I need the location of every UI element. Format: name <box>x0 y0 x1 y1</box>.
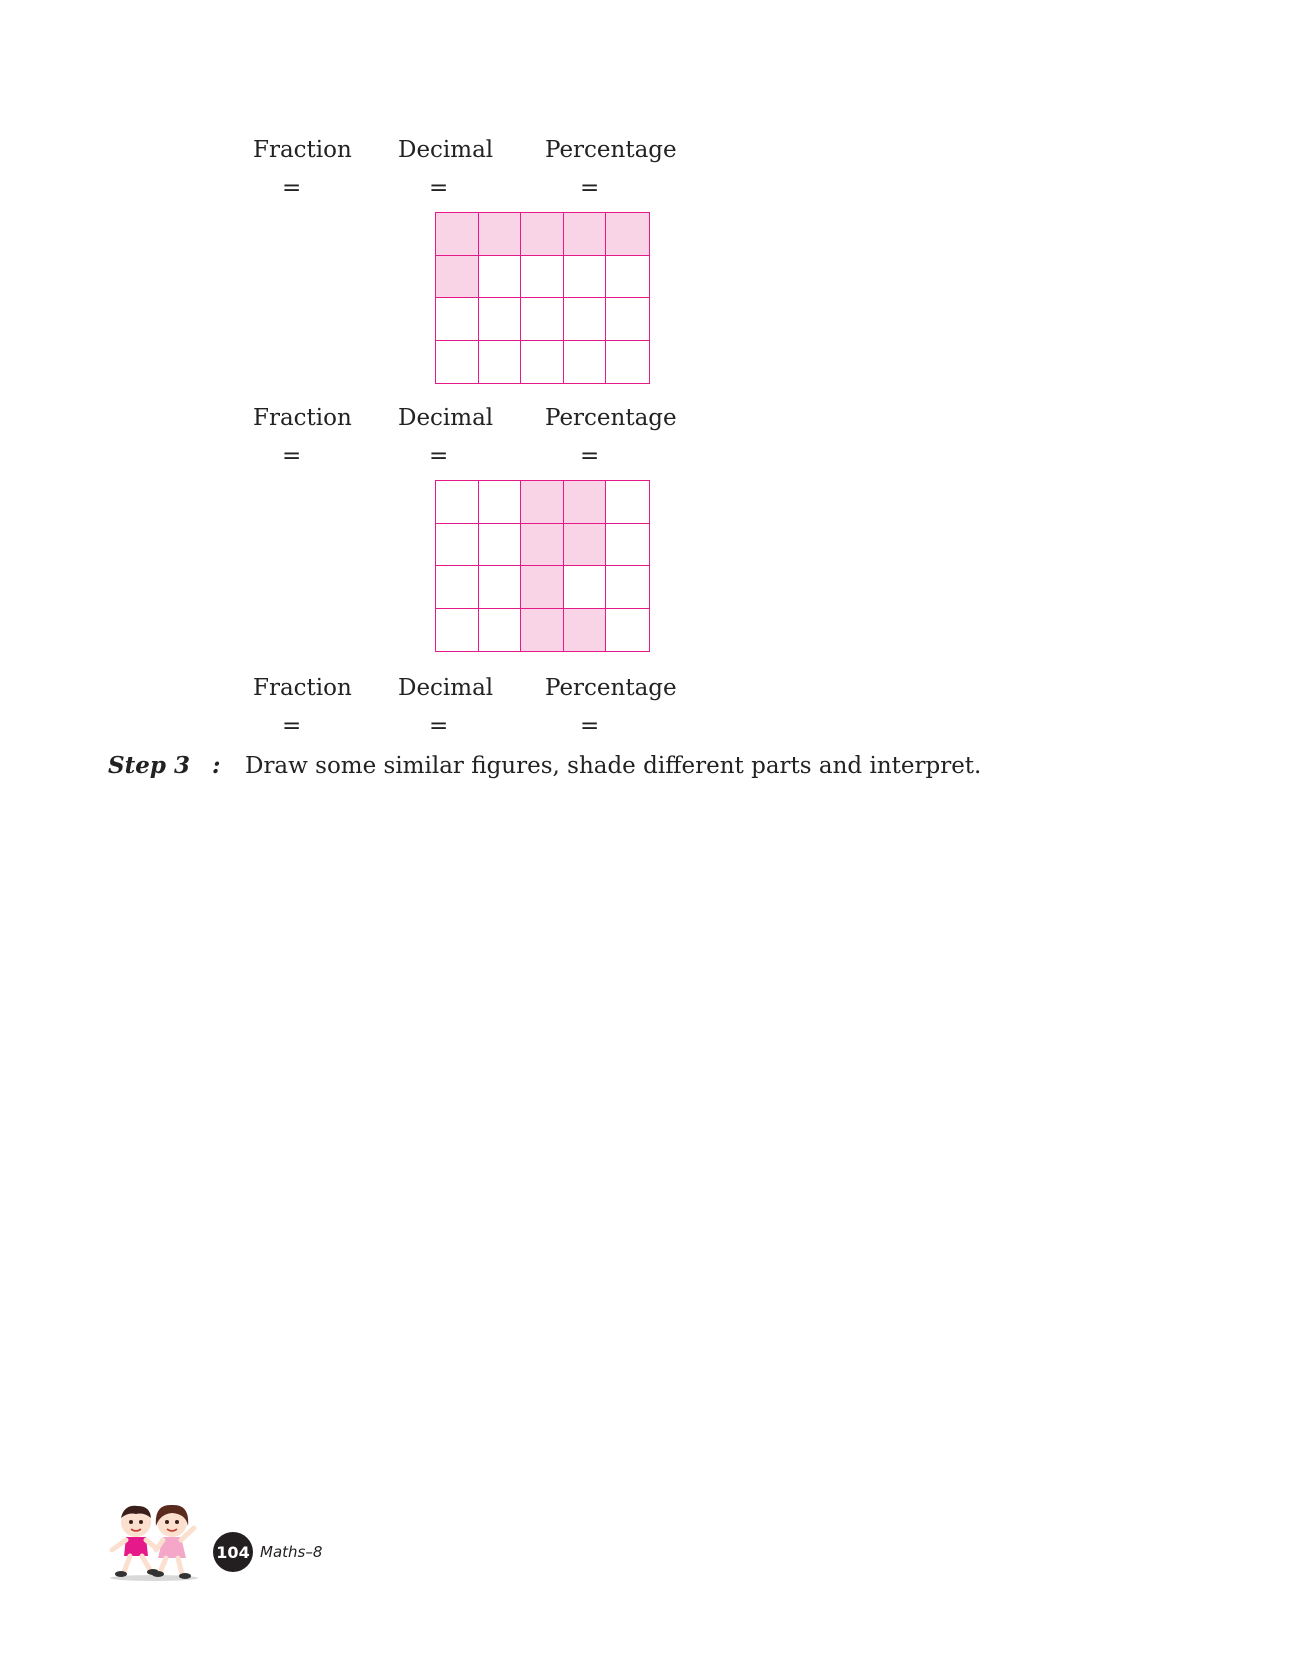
shaded-grid-2 <box>435 480 650 652</box>
grid-cell-shaded <box>521 566 564 609</box>
decimal-label: Decimal <box>398 675 494 701</box>
grid-cell <box>436 609 479 652</box>
page-number-badge <box>213 1532 253 1572</box>
page-number: 104 <box>216 1542 250 1562</box>
fraction-equals: = <box>282 443 302 469</box>
grid-cell <box>606 298 649 341</box>
grid-cell <box>606 481 649 524</box>
grid-cell-shaded <box>436 213 479 256</box>
grid-cell-shaded <box>606 213 649 256</box>
grid-cell <box>479 256 522 299</box>
step-3-instruction: Draw some similar figures, shade different parts and interpret. <box>245 753 982 779</box>
grid-cell <box>606 256 649 299</box>
decimal-equals: = <box>429 175 449 201</box>
grid-cell-shaded <box>521 524 564 567</box>
grid-cell-shaded <box>479 213 522 256</box>
grid-cell <box>479 524 522 567</box>
grid-cell <box>436 524 479 567</box>
grid-cell <box>436 481 479 524</box>
label-row-2 <box>0 403 1296 443</box>
percentage-label: Percentage <box>545 137 677 163</box>
decimal-equals: = <box>429 443 449 469</box>
grid-cell-shaded <box>564 481 607 524</box>
fraction-label: Fraction <box>253 675 352 701</box>
equals-row-2 <box>0 441 1296 481</box>
decimal-label: Decimal <box>398 405 494 431</box>
grid-cell-shaded <box>521 213 564 256</box>
step-3-colon: : <box>212 752 221 779</box>
grid-cell-shaded <box>521 481 564 524</box>
grid-cell <box>479 481 522 524</box>
label-row-3 <box>0 673 1296 713</box>
decimal-equals: = <box>429 713 449 739</box>
grid-cell <box>479 566 522 609</box>
grid-cell <box>606 524 649 567</box>
percentage-label: Percentage <box>545 675 677 701</box>
equals-row-1 <box>0 173 1296 213</box>
decimal-label: Decimal <box>398 137 494 163</box>
grid-cell <box>521 341 564 384</box>
percentage-equals: = <box>580 443 600 469</box>
fraction-equals: = <box>282 713 302 739</box>
grid-cell <box>479 341 522 384</box>
fraction-label: Fraction <box>253 405 352 431</box>
grid-cell <box>606 609 649 652</box>
grid-cell-shaded <box>564 524 607 567</box>
percentage-label: Percentage <box>545 405 677 431</box>
fraction-equals: = <box>282 175 302 201</box>
grid-cell <box>479 298 522 341</box>
book-title: Maths–8 <box>260 1543 323 1561</box>
percentage-equals: = <box>580 713 600 739</box>
label-row-1 <box>0 135 1296 175</box>
grid-cell <box>564 256 607 299</box>
equals-row-3 <box>0 711 1296 751</box>
step-3-label: Step 3 <box>108 752 190 779</box>
grid-cell <box>606 341 649 384</box>
grid-cell <box>479 609 522 652</box>
two-kids-running-icon <box>106 1500 202 1582</box>
grid-cell <box>564 341 607 384</box>
grid-cell <box>436 298 479 341</box>
grid-cell <box>564 298 607 341</box>
grid-cell <box>521 298 564 341</box>
grid-cell <box>564 566 607 609</box>
grid-cell <box>436 566 479 609</box>
grid-cell <box>521 256 564 299</box>
grid-cell-shaded <box>521 609 564 652</box>
grid-cell-shaded <box>436 256 479 299</box>
percentage-equals: = <box>580 175 600 201</box>
grid-cell <box>436 341 479 384</box>
grid-cell-shaded <box>564 609 607 652</box>
grid-cell-shaded <box>564 213 607 256</box>
shaded-grid-1 <box>435 212 650 384</box>
fraction-label: Fraction <box>253 137 352 163</box>
grid-cell <box>606 566 649 609</box>
